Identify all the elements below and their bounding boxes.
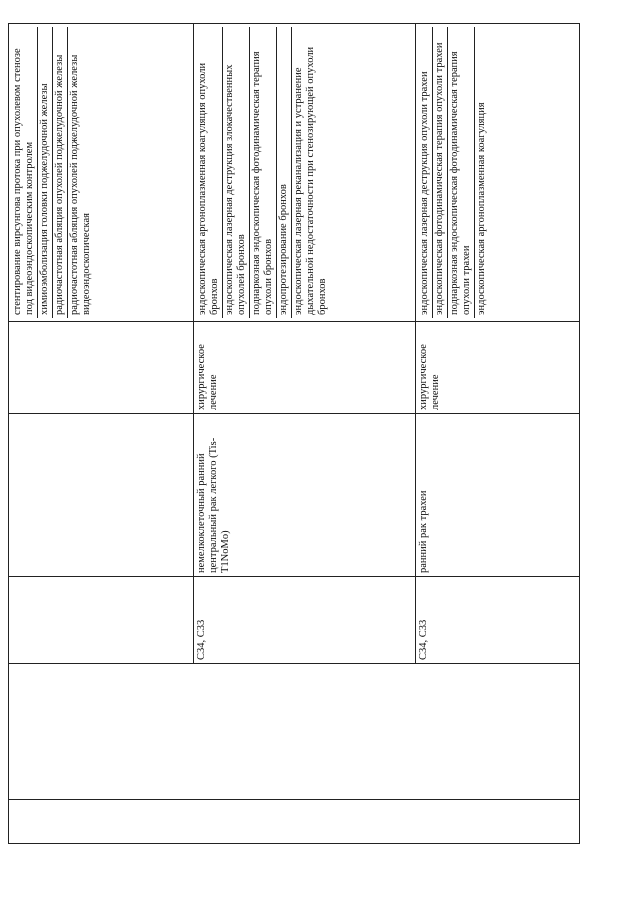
- cell-codes-top: [9, 577, 194, 664]
- method-item: эндоскопическая лазерная деструкция злокачественных опухолей бронхов: [223, 27, 250, 318]
- cell-methods: [416, 24, 580, 322]
- cell-methods-top: [9, 24, 194, 322]
- cell-number: [9, 800, 580, 844]
- method-item: эндоскопическая аргоноплазменная коагуляция опухоли бронхов: [196, 27, 223, 318]
- method-item: эндоскопическая лазерная реканализация и устранение дыхательной недостаточности при стенозирующей опухоли бронхов: [293, 46, 328, 315]
- method-item: эндопротезирование бронхов: [277, 27, 292, 318]
- cell-treatment-top: [9, 322, 194, 414]
- procedures-table: [8, 23, 580, 844]
- methods-list-top: [11, 27, 94, 318]
- method-item: химиоэмболизация головки поджелудочной железы: [38, 27, 53, 318]
- method-item: поднаркозная эндоскопическая фотодинамическая терапия опухоли бронхов: [250, 27, 277, 318]
- cell-methods: [194, 24, 416, 322]
- cell-diagnosis: немелкоклеточный ранний центральный рак легкого (Tis-T1NoMo): [194, 414, 416, 577]
- cell-treatment: хирургическое лечение: [194, 322, 416, 414]
- cell-profile: [9, 664, 580, 800]
- methods-list-lung: [196, 27, 330, 318]
- method-item: радиочастотная абляция опухолей поджелудочной железы: [53, 27, 68, 318]
- method-item: стентирование вирсунгова протока при опухолевом стенозе под видеоэндоскопическим контролем: [11, 27, 38, 318]
- rotated-page: [8, 24, 579, 844]
- cell-codes: C34, C33: [194, 577, 416, 664]
- cell-diagnosis-top: [9, 414, 194, 577]
- method-item: эндоскопическая аргоноплазменная коагуляция: [476, 102, 487, 315]
- cell-codes: C34, C33: [416, 577, 580, 664]
- method-item: эндоскопическая фотодинамическая терапия опухоли трахеи: [433, 27, 448, 318]
- cell-diagnosis: ранний рак трахеи: [416, 414, 580, 577]
- method-item: эндоскопическая лазерная деструкция опухоли трахеи: [418, 27, 433, 318]
- cell-treatment: хирургическое лечение: [416, 322, 580, 414]
- methods-list-trachea: [418, 27, 489, 318]
- method-item: радиочастотная абляция опухолей поджелудочной железы видеоэндоскопическая: [69, 54, 92, 315]
- method-item: поднаркозная эндоскопическая фотодинамическая терапия опухоли трахеи: [448, 27, 475, 318]
- table-row-top: [9, 24, 194, 844]
